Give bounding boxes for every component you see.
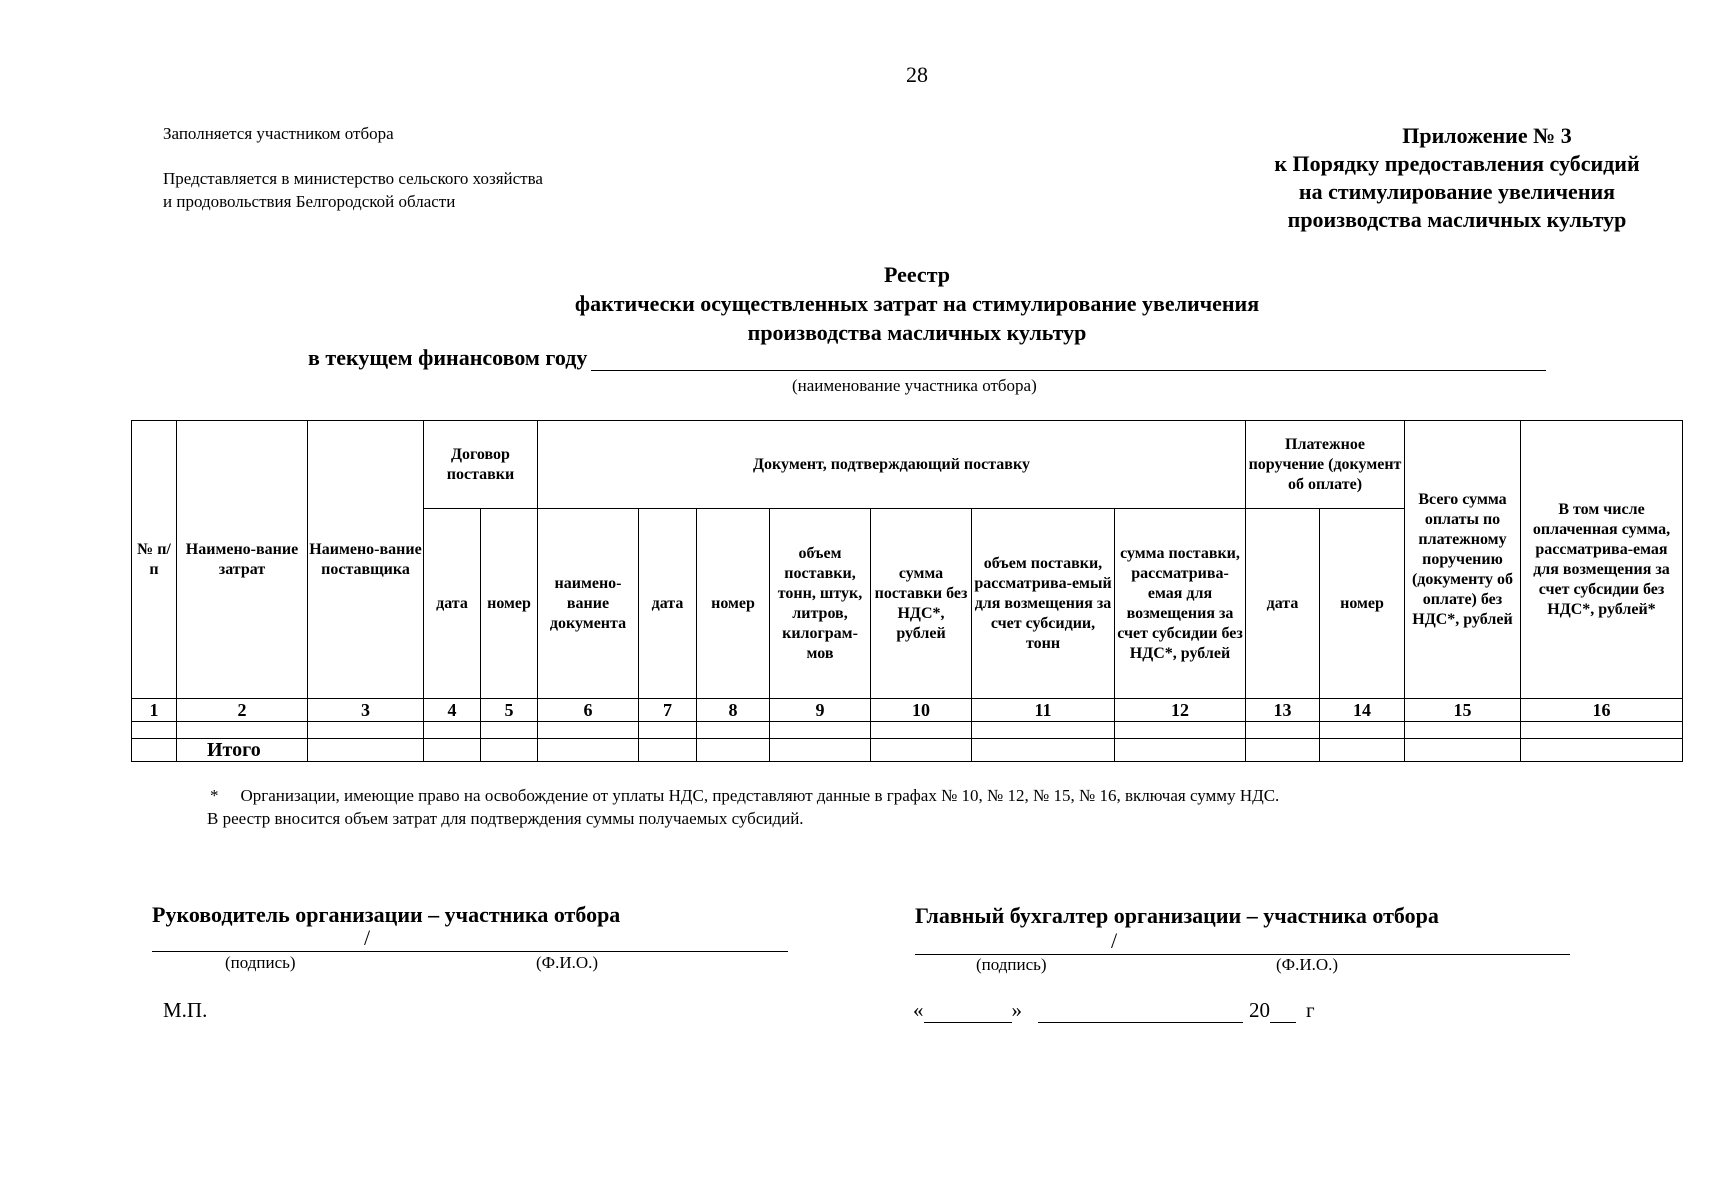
column-number-row	[132, 699, 1683, 722]
table-cell[interactable]	[1405, 722, 1521, 739]
submitted-to-line1: Представляется в министерство сельского хозяйства	[163, 169, 543, 188]
column-number: 2	[177, 699, 308, 722]
table-cell[interactable]	[132, 722, 177, 739]
header-paid-for-subsidy: В том числе оплаченная сумма, рассматрива-емая для возмещения за счет субсидии без НДС*, рублей*	[1521, 421, 1683, 699]
year-suffix: г	[1306, 998, 1315, 1022]
footnote-line2: В реестр вносится объем затрат для подтверждения суммы получаемых субсидий.	[207, 809, 804, 828]
column-number: 10	[871, 699, 972, 722]
header-document-number: номер	[697, 509, 770, 699]
header-contract: Договор поставки	[424, 421, 538, 509]
table-cell[interactable]	[1521, 739, 1683, 762]
appendix-line4: производства масличных культур	[1287, 207, 1627, 232]
table-cell[interactable]	[538, 722, 639, 739]
table-cell[interactable]	[308, 739, 424, 762]
table-cell[interactable]	[1521, 722, 1683, 739]
header-payment-number: номер	[1320, 509, 1405, 699]
date-close-quote: »	[1011, 998, 1022, 1022]
table-row	[132, 722, 1683, 739]
document-title	[0, 260, 1722, 347]
column-number: 3	[308, 699, 424, 722]
table-cell[interactable]	[697, 739, 770, 762]
header-delivery-volume: объем поставки, тонн, штук, литров, килограм-мов	[770, 509, 871, 699]
header-contract-number: номер	[481, 509, 538, 699]
header-cost-name: Наимено-вание затрат	[177, 421, 308, 699]
header-document-date: дата	[639, 509, 697, 699]
header-contract-date: дата	[424, 509, 481, 699]
accountant-signature-caption: (подпись)	[976, 955, 1047, 974]
head-signature-line[interactable]	[152, 951, 788, 952]
head-signature-title: Руководитель организации – участника отбора	[152, 902, 621, 927]
month-field[interactable]	[1038, 1002, 1243, 1023]
header-delivery-document: Документ, подтверждающий поставку	[538, 421, 1246, 509]
participant-name-caption: (наименование участника отбора)	[792, 376, 1037, 395]
table-cell[interactable]	[972, 739, 1115, 762]
year-field[interactable]	[1270, 1002, 1296, 1023]
column-number: 14	[1320, 699, 1405, 722]
table-cell[interactable]	[308, 722, 424, 739]
day-field[interactable]	[924, 1002, 1012, 1023]
header-document-name: наимено-вание документа	[538, 509, 639, 699]
accountant-name-caption: (Ф.И.О.)	[1276, 955, 1339, 974]
table-cell[interactable]	[424, 739, 481, 762]
title-line2: фактически осуществленных затрат на стимулирование увеличения	[574, 291, 1260, 316]
table-cell[interactable]	[1115, 722, 1246, 739]
column-number: 9	[770, 699, 871, 722]
submitted-to-note	[163, 167, 543, 213]
footnote-star: *	[210, 786, 219, 805]
filled-by-note: Заполняется участником отбора	[163, 124, 394, 143]
header-payment-date: дата	[1246, 509, 1320, 699]
column-number: 11	[972, 699, 1115, 722]
footnote	[207, 784, 1279, 830]
table-cell[interactable]	[481, 739, 538, 762]
registry-table	[131, 420, 1683, 762]
submitted-to-line2: и продовольствия Белгородской области	[163, 192, 456, 211]
head-signature-caption: (подпись)	[225, 953, 296, 972]
table-cell[interactable]	[770, 722, 871, 739]
table-cell[interactable]	[639, 722, 697, 739]
accountant-signature-slash: /	[1111, 928, 1118, 953]
accountant-signature-title: Главный бухгалтер организации – участника отбора	[915, 903, 1439, 928]
appendix-block	[1237, 122, 1677, 234]
table-cell[interactable]	[972, 722, 1115, 739]
head-signature-slash: /	[364, 925, 371, 950]
header-payment-order: Платежное поручение (документ об оплате)	[1246, 421, 1405, 509]
table-cell[interactable]	[871, 722, 972, 739]
table-cell[interactable]	[1246, 739, 1320, 762]
header-delivery-sum: сумма поставки без НДС*, рублей	[871, 509, 972, 699]
total-row	[132, 739, 1683, 762]
header-volume-for-subsidy: объем поставки, рассматрива-емый для возмещения за счет субсидии, тонн	[972, 509, 1115, 699]
table-cell[interactable]	[538, 739, 639, 762]
column-number: 6	[538, 699, 639, 722]
column-number: 8	[697, 699, 770, 722]
column-number: 16	[1521, 699, 1683, 722]
table-cell[interactable]	[424, 722, 481, 739]
column-number: 4	[424, 699, 481, 722]
year-prefix: 20	[1249, 998, 1270, 1022]
table-cell[interactable]	[1246, 722, 1320, 739]
header-supplier-name: Наимено-вание поставщика	[308, 421, 424, 699]
table-cell[interactable]	[177, 722, 308, 739]
participant-name-field[interactable]	[591, 348, 1546, 371]
table-cell[interactable]	[871, 739, 972, 762]
table-cell[interactable]	[770, 739, 871, 762]
table-cell[interactable]	[639, 739, 697, 762]
stamp-place: М.П.	[163, 998, 208, 1022]
column-number: 13	[1246, 699, 1320, 722]
column-number: 7	[639, 699, 697, 722]
table-cell[interactable]	[1320, 722, 1405, 739]
appendix-line2: к Порядку предоставления субсидий	[1274, 151, 1640, 176]
table-cell[interactable]	[1115, 739, 1246, 762]
appendix-line3: на стимулирование увеличения	[1298, 179, 1616, 204]
header-row-number: № п/п	[132, 421, 177, 699]
table-cell[interactable]	[481, 722, 538, 739]
column-number: 1	[132, 699, 177, 722]
table-cell[interactable]	[1320, 739, 1405, 762]
column-number: 15	[1405, 699, 1521, 722]
column-number: 12	[1115, 699, 1246, 722]
title-line4: в текущем финансовом году	[308, 345, 588, 370]
header-sum-for-subsidy: сумма поставки, рассматрива-емая для возмещения за счет субсидии без НДС*, рублей	[1115, 509, 1246, 699]
date-line	[913, 998, 1315, 1023]
title-line1: Реестр	[883, 262, 951, 287]
table-cell[interactable]	[697, 722, 770, 739]
footnote-line1: Организации, имеющие право на освобождение от уплаты НДС, представляют данные в графах № 10, № 12, № 15, № 16, включая сумму НДС.	[240, 786, 1280, 805]
table-cell[interactable]	[1405, 739, 1521, 762]
table-cell[interactable]	[132, 739, 177, 762]
column-number: 5	[481, 699, 538, 722]
total-label: Итого	[177, 739, 308, 762]
head-name-caption: (Ф.И.О.)	[536, 953, 599, 972]
appendix-line1: Приложение № 3	[1402, 123, 1572, 148]
date-open-quote: «	[913, 998, 924, 1022]
title-line3: производства масличных культур	[747, 320, 1087, 345]
participant-name-line	[308, 345, 1546, 371]
page-number: 28	[906, 62, 928, 87]
header-total-paid: Всего сумма оплаты по платежному поручению (документу об оплате) без НДС*, рублей	[1405, 421, 1521, 699]
